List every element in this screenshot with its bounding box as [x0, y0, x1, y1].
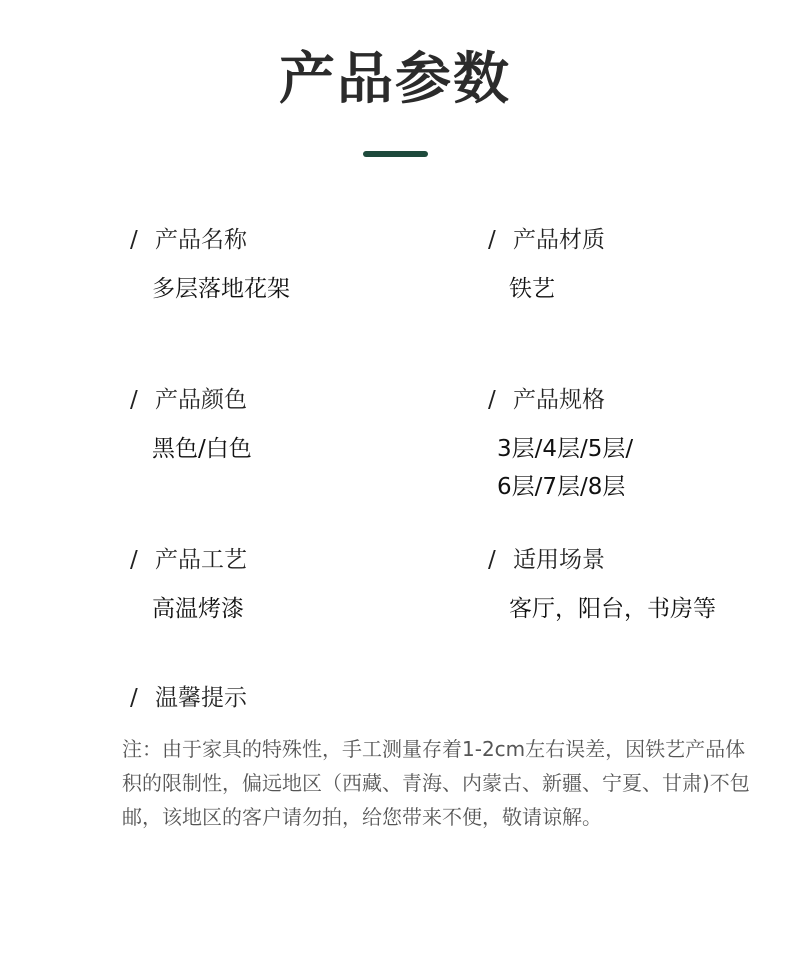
title-underline — [363, 151, 428, 157]
param-value: 多层落地花架 — [152, 276, 290, 302]
param-label: 产品工艺 — [155, 547, 247, 573]
note-label: 温馨提示 — [155, 685, 247, 711]
param-color — [130, 385, 252, 468]
slash-divider: / — [130, 685, 138, 711]
page-title: 产品参数 — [279, 47, 511, 112]
param-craft — [130, 545, 247, 628]
slash-divider: / — [130, 547, 138, 573]
param-value: 铁艺 — [509, 276, 555, 302]
param-label: 产品颜色 — [155, 387, 247, 413]
slash-divider: / — [488, 227, 496, 253]
param-label: 适用场景 — [513, 547, 605, 573]
param-scenario — [488, 545, 716, 628]
slash-divider: / — [488, 547, 496, 573]
param-spec — [488, 385, 633, 506]
param-product-name — [130, 225, 290, 308]
param-value: 客厅，阳台，书房等 — [509, 596, 716, 622]
param-label: 产品材质 — [513, 227, 605, 253]
param-label: 产品名称 — [155, 227, 247, 253]
param-value-line: 6层/7层/8层 — [497, 474, 626, 500]
param-material — [488, 225, 605, 308]
note-text: 注：由于家具的特殊性，手工测量存着1-2cm左右误差，因铁艺产品体积的限制性，偏远地区（西藏、青海、内蒙古、新疆、宁夏、甘肃)不包邮，该地区的客户请勿拍，给您带来不便，敬请谅解。 — [122, 737, 750, 829]
slash-divider: / — [488, 387, 496, 413]
param-label: 产品规格 — [513, 387, 605, 413]
slash-divider: / — [130, 387, 138, 413]
param-value-line: 3层/4层/5层/ — [497, 436, 634, 462]
note-heading — [130, 683, 247, 713]
slash-divider: / — [130, 227, 138, 253]
param-value: 黑色/白色 — [152, 436, 252, 462]
param-value: 高温烤漆 — [152, 596, 244, 622]
